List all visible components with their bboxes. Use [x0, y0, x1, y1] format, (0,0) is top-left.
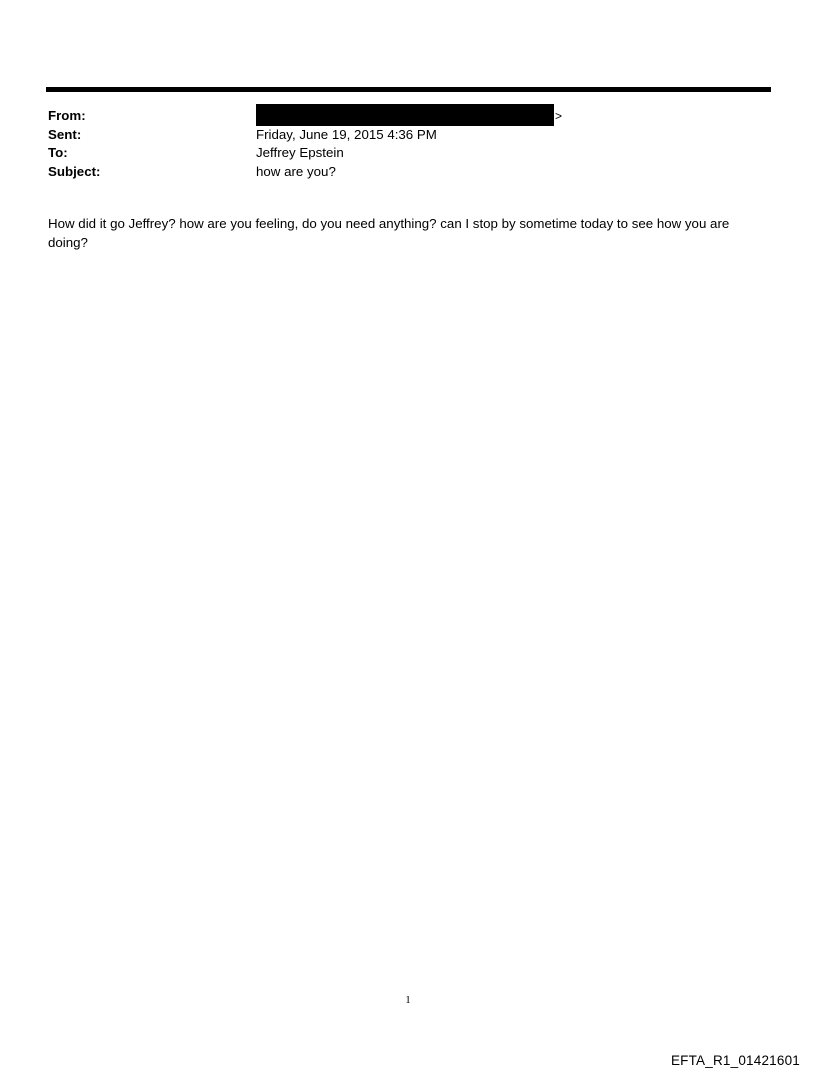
to-value: Jeffrey Epstein [256, 145, 344, 160]
subject-row [48, 163, 748, 182]
sent-label: Sent: [48, 126, 82, 142]
sent-value: Friday, June 19, 2015 4:36 PM [256, 126, 437, 142]
redaction-block [256, 104, 554, 126]
top-divider [46, 87, 771, 92]
from-label: From: [48, 108, 86, 123]
from-tail: > [555, 109, 563, 124]
email-body: How did it go Jeffrey? how are you feeling, do you need anything? can I stop by sometime today to see how you are doing? [48, 216, 730, 250]
document-id: EFTA_R1_01421601 [670, 1053, 800, 1068]
subject-value: how are you? [256, 163, 336, 179]
sent-row [48, 126, 748, 145]
email-header [48, 107, 748, 181]
to-row [48, 144, 748, 163]
to-label: To: [48, 145, 68, 160]
page-number: 1 [405, 994, 411, 1006]
from-row [48, 107, 748, 126]
subject-label: Subject: [48, 163, 101, 179]
from-value [256, 107, 562, 126]
